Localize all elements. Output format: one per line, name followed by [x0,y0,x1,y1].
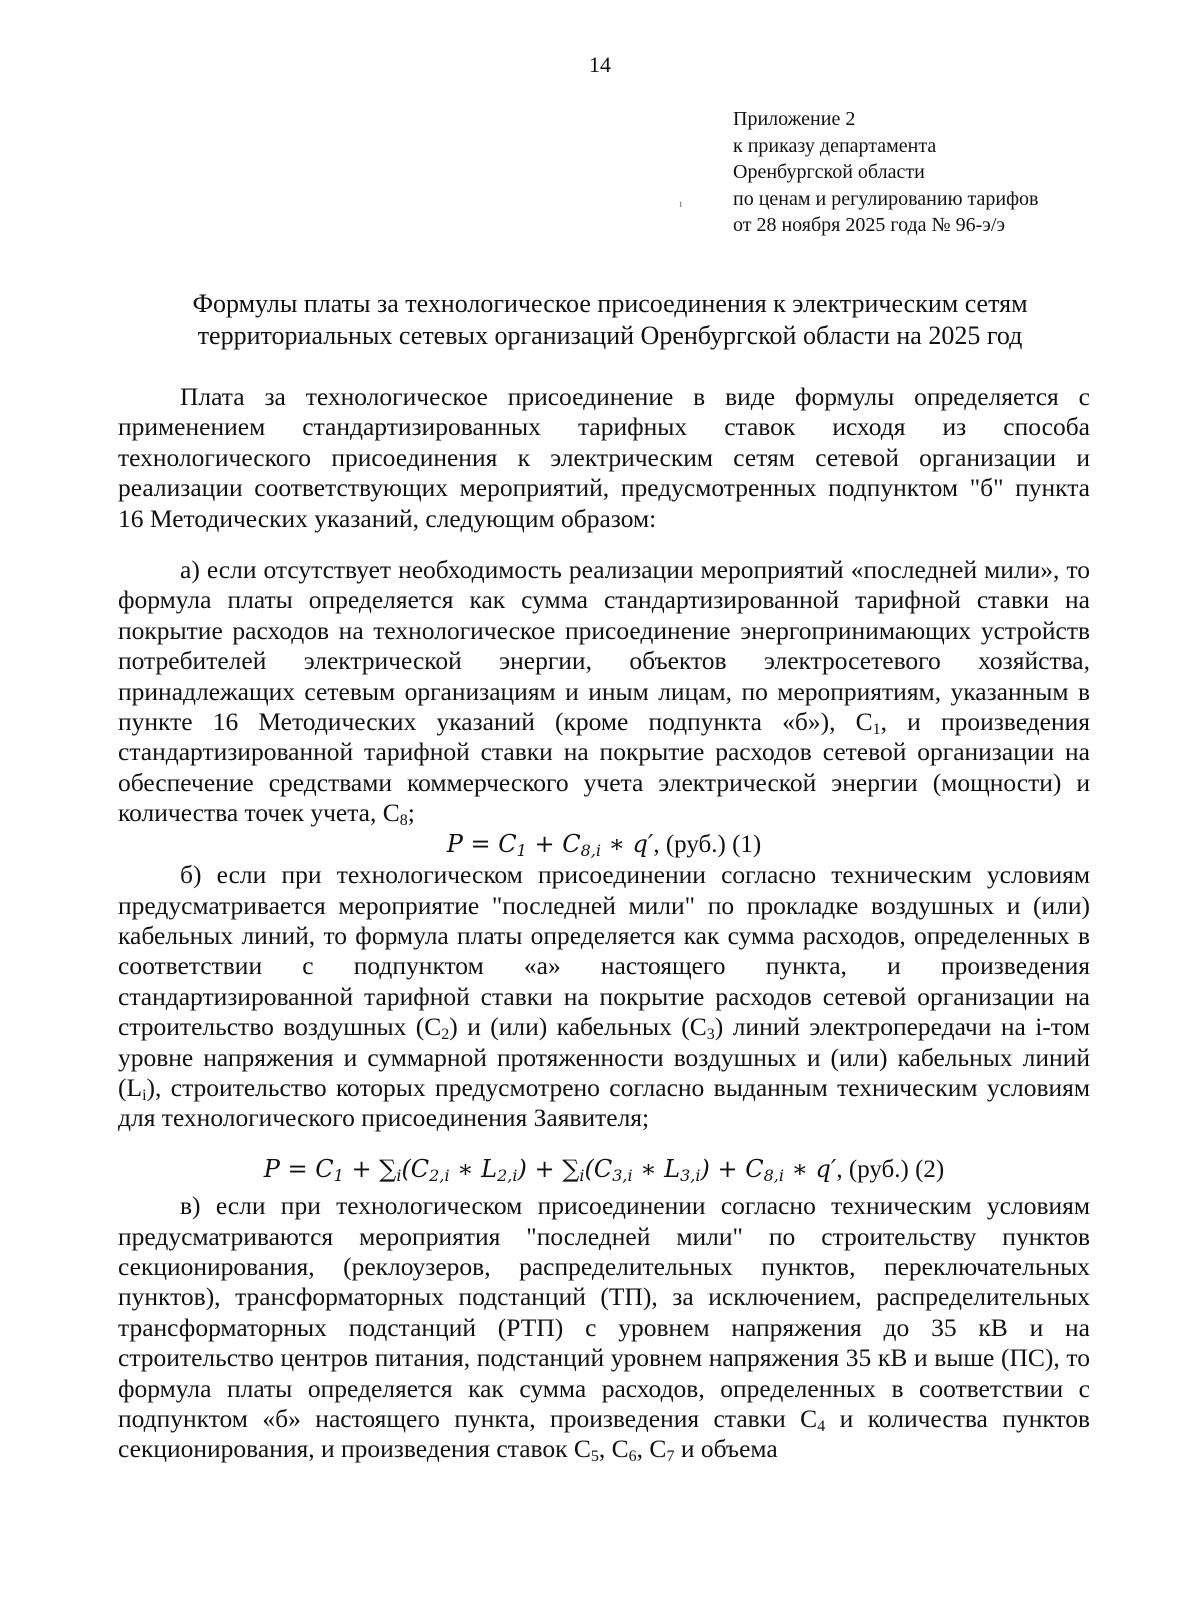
appendix-line: по ценам и регулированию тарифов [733,187,1039,210]
document-title [120,288,1100,352]
scan-speck: ı [679,196,683,210]
formula-1: $P = C_1 + C_{8,i}$ ∗ q′, (руб.) (1) [446,829,762,860]
document-body [118,382,1090,1465]
item-a-paragraph: а) если отсутствует необходимость реализации мероприятий «последней мили», то формула платы определяется как сумма стандартизированной тарифной ставки на покрытие расходов на технологическое присоединение энергопринимающих устройств потребителей электрической энергии, объектов электросетевого хозяйства, принадлежащих сетевым организациям и иным лицам, по мероприятиям, указанным в пункте 16 Методических указаний (кроме подпункта «б»), $С_1$, и произведения стандартизированной тарифной ставки на покрытие расходов сетевой организации на обеспечение средствами коммерческого учета электрической энергии (мощности) и количества точек учета, $С_8$; [118,555,1090,830]
item-c-paragraph: в) если при технологическом присоединении согласно техническим условиям предусматриваются мероприятия "последней мили" по строительству пунктов секционирования, (реклоузеров, распределительных пунктов, переключательных пунктов), трансформаторных подстанций (ТП), за исключением, распределительных трансформаторных подстанций (РТП) с уровнем напряжения до 35 кВ и на строительство центров питания, подстанций уровнем напряжения 35 кВ и выше (ПС), то формула платы определяется как сумма расходов, определенных в соответствии с подпунктом «б» настоящего пункта, произведения ставки $С_4$ и количества пунктов секционирования, и произведения ставок $С_5$, $С_6$, $С_7$ и объема [118,1191,1091,1466]
appendix-header [733,106,1038,239]
appendix-line: Оренбургской области [733,161,925,183]
title-line: территориальных сетевых организаций Оренбургской области на 2025 год [197,321,1023,350]
title-line: Формулы платы за технологическое присоединения к электрическим сетям [192,289,1028,318]
page-number: 14 [589,52,611,77]
appendix-line: от 28 ноября 2025 года № 96-э/э [733,214,1006,236]
item-b-paragraph: б) если при технологическом присоединении согласно техническим условиям предусматривается мероприятие "последней мили" по прокладке воздушных и (или) кабельных линий, то формула платы определяется как сумма расходов, определенных в соответствии с подпунктом «а» настоящего пункта, и произведения стандартизированной тарифной ставки на покрытие расходов сетевой организации на строительство воздушных $(С_2)$ и (или) кабельных $(С_3)$ линий электропередачи на i-том уровне напряжения и суммарной протяженности воздушных и (или) кабельных линий $(L_i)$, строительство которых предусмотрено согласно выданным техническим условиям для технологического присоединения Заявителя; [118,860,1090,1133]
intro-paragraph: Плата за технологическое присоединение в виде формулы определяется с применением стандартизированных тарифных ставок исходя из способа технологического присоединения к электрическим сетям сетевой организации и реализации соответствующих мероприятий, предусмотренных подпунктом "б" пункта 16 Методических указаний, следующим образом: [118,382,1090,533]
formula-2: $P = C_1 + \sum_i(C_{2,i}$ ∗ $L_{2,i}) + \sum_i(C_{3,i}$ ∗ $L_{3,i}) + C_{8,i}$ ∗ q′, (руб.) (2) [263,1154,945,1185]
appendix-line: к приказу департамента [733,134,937,157]
appendix-line: Приложение 2 [733,108,856,130]
